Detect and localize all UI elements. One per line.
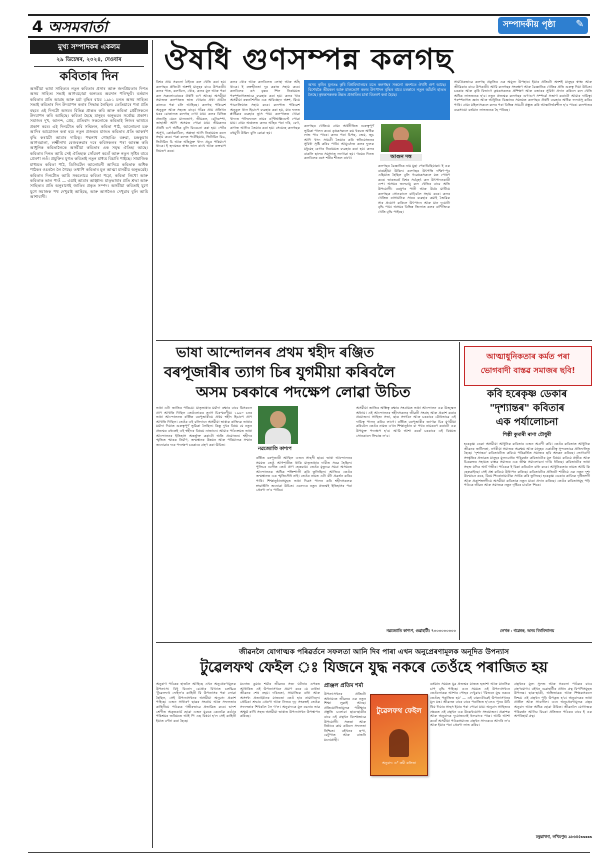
lead-col-3: কলগছৰ খেতিয়ে গ্ৰাম্য অৰ্থনীতিত গুৰুত্বপূৰ্ণ ভূমিকা পালন কৰে। কৃষকসকলে কম খৰচত অধিক লাভ পাব পাৰে। কলৰ পৰা চিপছ, জেম, জুচ আদি খাদ্য সামগ্ৰী তৈয়াৰ কৰি স্বনিয়োজনৰ সুবিধা সৃষ্টি কৰিব পাৰি। আয়ুৰ্বেদত কলৰ ফুলক মধুমেহ ৰোগৰ নিৰাময়ত ব্যৱহাৰ কৰা হয়। কলৰ বাকলি ছালৰ সমস্যাত লগোৱা হয়। গৰমৰ দিনত কলডিলৰ ৰসে শৰীৰ শীতল ৰাখে। xyxy=(304,124,376,161)
header-top-rule xyxy=(28,14,590,16)
editorial-column xyxy=(30,40,148,848)
article3-body: হৰেকৃষ্ণ ডেকা অসমীয়া আধুনিক কবিতাৰ এজন অগ্ৰণী কবি। তেওঁৰ কবিতাত আধুনিক জীৱনৰ জটিলতা, নগৰীয়া সমাজৰ অৱক্ষয় আৰু মানুহৰ একাকীত্ব সুন্দৰভাৱে প্ৰতিফলিত হৈছে। 'দৃশ্যান্তৰ' কবিতাটোত কবিয়ে পৰিৱৰ্তিত সমাজৰ ছবি অংকন কৰিছে। ভোগবাদী সংস্কৃতিৰ প্ৰভাৱত মানুহৰ মূল্যবোধৰ পৰিৱৰ্তন কবিতাটোৰ মূল বিষয়। কবিয়ে প্ৰতীক আৰু চিত্ৰকল্পৰ সহায়ত বাস্তৱ সমাজৰ এক তীক্ষ্ণ সমালোচনা দাঙি ধৰিছে। কবিতাটোৰ ভাষা সহজ যদিও অৰ্থ গভীৰ। পাঠকক ই চিন্তা কৰিবলৈ বাধ্য কৰে। আধুনিকতাৰ নামত আমি কি হেৰুৱাইছো সেই প্ৰশ্ন কবিয়ে উত্থাপন কৰিছে। কবিতাটোৰ প্ৰতিটো শাৰীয়ে এক নতুন দৃশ্য উন্মোচন কৰে, যিয়ে শিৰোনামটোক সাৰ্থক কৰি তুলিছে। হৰেকৃষ্ণ ডেকাৰ কাব্যিক দৃষ্টিভংগী আৰু প্ৰকাশভংগীয়ে অসমীয়া কবিতাক নতুন মাত্ৰা প্ৰদান কৰিছে। তেওঁৰ কবিতাসমূহ পঢ়ি পাঠকে জীৱন আৰু সমাজক নতুন দৃষ্টিৰে চাবলৈ শিকে। xyxy=(464,442,592,488)
page-number: 4 xyxy=(32,17,44,36)
article3-headline: "দৃশ্যান্তৰ" কবিতাৰ xyxy=(489,403,565,414)
article4-byline: প্ৰাঞ্জল প্ৰতিম শৰ্মা xyxy=(324,683,364,689)
red-box-line-1: আত্মাধুনিকতাৰ কৰ্মত পৰা xyxy=(486,352,570,361)
article3-byline: শিল্পী কুমাৰী ৰাণা চৌধুৰী xyxy=(502,432,552,438)
lead-article xyxy=(156,40,592,340)
article4-col-3b xyxy=(370,778,426,848)
article2-divider xyxy=(459,342,460,640)
lead-bottom-rule xyxy=(156,340,592,341)
section-label-box xyxy=(498,17,588,34)
article2-kicker: ভাষা আন্দোলনৰ প্ৰথম শ্বহীদ ৰঞ্জিত xyxy=(176,345,375,361)
editorial-body: অসমীয়া ভাষা সাহিত্যৰ নতুন কবিতাৰ প্ৰসাৰ আৰু জনপ্ৰিয়তাৰ দিশত অসম সাহিত্য সভাই আগবঢ়োৱা অন্যতম অৱদান পৰিস্ফুট। বৰ্তমান কবিতাৰ প্ৰতি আগ্ৰহ আৰু চৰ্চা বৃদ্ধিৰ বাবে ১৯৮১ চনত অসম সাহিত্য সভাই কবিতাৰ দিন উদযাপন কৰাৰ সিদ্ধান্ত লৈছিল। তেতিয়াৰে পৰা প্ৰতি বছৰে এই দিনটো অসমৰ বিভিন্ন প্ৰান্তত কবি আৰু কবিতা প্ৰেমীসকলে উদযাপন কৰি আহিছে। কবিতা হৈছে মানুহৰ অনুভৱৰ সৰ্বোচ্চ প্ৰকাশ। সমাজৰ দুখ, আনন্দ, প্ৰেম, প্ৰতিবাদ সকলোকে কবিতাই নিজৰ ভাষাৰে প্ৰকাশ কৰে। এই দিনটোত কবি সন্মিলন, কবিতা পাঠ, আলোচনা চক্ৰ আদিৰ আয়োজন কৰা হয়। নতুন প্ৰজন্মৰ মাজত কবিতাৰ প্ৰতি আকৰ্ষণ বৃদ্ধি কৰাটো আমাৰ দায়িত্ব। পদ্মনাথ গোহাঞি বৰুৱা, চন্দ্ৰকুমাৰ আগৰৱালা, লক্ষ্মীনাথ বেজবৰুৱাৰ দৰে কবিসকলৰ পৰা আৰম্ভ কৰি আধুনিক কবিতালৈকে অসমীয়া কবিতাৰ এক সমৃদ্ধ ঐতিহ্য আছে। কবিতাৰ দিনত আমি সেই ঐতিহ্যক সোঁৱৰণ কৰোঁ আৰু নতুন সৃষ্টিৰ বাবে প্ৰেৰণা লওঁ। প্ৰযুক্তিৰ যুগত কবিতাই নতুন মাধ্যম বিচাৰি পাইছে। সামাজিক মাধ্যমত কবিতা পাঠ, ডিজিটেল আলোচনী আদিয়ে কবিতাক অধিক পাঠকৰ ওচৰলৈ লৈ গৈছে। তথাপি কবিতাৰ মূল আত্মা মানৱীয় অনুভৱেই। কবিতাৰ দিনটোত আমি সকলোৱে কবিতা পঢ়ো, কবিতা লিখো আৰু কবিতাক ভাল পাওঁ — এয়াই আমাৰ আহ্বান। মাতৃভাষাৰ প্ৰতি শ্ৰদ্ধা আৰু সাহিত্যৰ প্ৰতি অনুৰাগেই জাতিৰ প্ৰকৃত সম্পদ। অসমীয়া কবিতাই যুগে যুগে সমাজক পথ দেখুৱাই আহিছে, আৰু আগলৈও দেখুৱাব বুলি আমি আশাবাদী। xyxy=(30,86,150,200)
book-cover-image xyxy=(370,694,428,776)
article3-signature: লেখক : গৱেষক, অসম বিশ্ববিদ্যালয় xyxy=(499,628,555,633)
lead-highlight-box xyxy=(304,80,450,120)
article4-col-2: মনোজ কুমাৰ শৰ্মাৰ জীৱনৰ সত্য ঘটনাৰ ওপৰত আধাৰিত এই উপন্যাসখনে প্ৰমাণ কৰে যে ব্যৰ্থতা জীৱনৰ শেষ নহয়। দৰিদ্ৰতা, সামাজিক বাধা আৰু অসংখ্য প্ৰত্যাহ্বানৰ মাজতো তেওঁ হাৰ নামানিলে। প্ৰেমিকা শ্ৰদ্ধাৰ প্ৰেৰণা আৰু নিজৰ দৃঢ় সংকল্পই তেওঁক সফলতাৰ শিখৰলৈ লৈ গ'ল। অনুবাদকে মূল ৰচনাৰ ভাৱ অক্ষুণ্ণ ৰাখি সহজ অসমীয়া ভাষাত উপন্যাসখন উপস্থাপন কৰিছে। xyxy=(240,682,322,719)
lead-col-2: কলৰ থোৰ আৰু কলডিলত লোহা আৰু আঁহ থাকে। ই ৰক্তহীনতা দূৰ কৰাত সহায় কৰে। কলডিলৰ ৰস বৃক্কৰ শিল নিৰাময়ত পৰম্পৰাগতভাৱে ব্যৱহাৰ কৰা হয়। কলৰ খাৰ অসমীয়া ৰন্ধনশৈলীৰ এক অবিচ্ছেদ্য অংশ, যিয়ে পাচনক্ৰিয়াত সহায় কৰে। কলপাত পৰিৱেশ অনুকূল থাল হিচাপে ব্যৱহাৰ কৰা হয়, যাৰ ফলত প্লাষ্টিকৰ ব্যৱহাৰ হ্ৰাস পায়। কলপাতত খোৱা খাদ্যত পলিফেনল নামৰ এণ্টিঅক্সিডেণ্ট পোৱা যায়। গ্ৰাম্য অঞ্চলত কলৰ আঁহৰ পৰা দৰি, বেগ, কাগজ আদিও তৈয়াৰ কৰা হয়। সেয়েহে কলগছক বহুমুখী উদ্ভিদ বুলি কোৱা হয়। xyxy=(230,80,302,135)
brand-logo: অসমবাৰ্তা xyxy=(48,18,108,36)
article2-headline-1: বৰপূজাৰীৰ ত্যাগ চিৰ যুগমীয়া কৰিবলৈ xyxy=(164,363,395,381)
article4-col-3: উপন্যাসখনৰ প্ৰতিটো অধ্যায়তে জীৱনৰ এক নতুন শিক্ষা লুকাই আছে। প্ৰতিযোগিতামূলক পৰীক্ষাৰ প্ৰস্তুতি চলোৱা ছাত্ৰ-ছাত্ৰীৰ বাবে এই গ্ৰন্থখন বিশেষভাৱে উপযোগী। সততা আৰু নিষ্ঠাৰে কাম কৰিলে সফলতা নিশ্চিত। বইখনৰ ছপা, বেটুপাত আৰু বান্ধনি মনোগ্ৰাহী। xyxy=(324,692,368,742)
page-header xyxy=(28,14,590,38)
author-name: আগুন দত্ত xyxy=(380,154,422,161)
book-cover-title: টুৱেলফথ ফেইল xyxy=(376,707,422,715)
article4-kicker: জীৱনলৈ যোগাত্মক পৰিৱৰ্তনে সফলতা আনি দিব পাৰা এখন অনুপ্ৰেৰণামূলক অনূদিত উপন্যাস xyxy=(238,647,510,656)
red-box-line-2: ভোগবাদী বাস্তৱ সমাজৰ ছবি! xyxy=(480,366,576,375)
lead-headline: ঔষধি গুণসম্পন্ন কলগছ xyxy=(164,42,454,76)
book-review-article xyxy=(156,644,592,852)
lead-col-1: বিশ্বৰ প্ৰায় সকলো ঠাইতে কল খেতি কৰা হয়। কলগছৰ প্ৰতিটো অংশই মানুহৰ বাবে উপকাৰী। কলৰ পাত, কলডিল, থোৰ, কলৰ মূল আৰু পকা কল সকলোবোৰৰে ঔষধি গুণ আছে। অসমীয়া সমাজত কলপাতত ভাত খোৱাৰ প্ৰথা প্ৰাচীন কালৰে পৰা চলি আহিছে। কলগছ পৰিৱেশ অনুকূল আৰু সহজে বাঢ়ে। গাঁৱৰ প্ৰায় প্ৰতিখন ঘৰৰ চোতালত কলগছ দেখা যায়। কলৰ বিভিন্ন প্ৰজাতি যেনে মালভোগ, ভীমকল, চেনিচম্পা, জাহাজী আদি অসমত পোৱা যায়। ভীমকলৰ ঔষধি গুণ অধিক বুলি বিবেচনা কৰা হয়। পেটৰ অসুখ, কোষ্ঠকাঠিন্য, অম্লতা আদি নিৰাময়ত কলে সহায় কৰে। পকা কলত পটেছিয়াম, ভিটামিন বি৬, ভিটামিন চি আৰু আঁহযুক্ত খাদ্য প্ৰচুৰ পৰিমাণে থাকে। ই হৃদযন্ত্ৰৰ স্বাস্থ্য ভাল ৰাখে আৰু ৰক্তচাপ নিয়ন্ত্ৰণ কৰে। xyxy=(156,80,228,153)
lead-col-4: কলগছৰ বৈজ্ঞানিক নাম মুছা পেৰাডিছিয়াকা। ই এক বাৰমহীয়া উদ্ভিদ। কলগছৰ উৎপত্তি দক্ষিণ-পূব এছিয়াত হৈছিল বুলি গৱেষকসকলে মত পোষণ কৰে। ভাৰতবৰ্ষ বিশ্বৰ সৰ্ববৃহৎ কল উৎপাদনকাৰী দেশ। অসমৰ জলবায়ু কল খেতিৰ বাবে অতি উপযোগী। বৰষুণৰ পানী আৰু উৰ্বৰ মাটিয়ে কলগছক সোনকালে বাঢ়িবলৈ সহায় কৰে। কলৰ খেতিত ৰাসায়নিক সাৰৰ ব্যৱহাৰ কমাই জৈৱিক সাৰ প্ৰয়োগ কৰিলে উৎপাদন আৰু মান দুয়োটা বৃদ্ধি পায়। অসমৰ বিভিন্ন জিলাত কলৰ বাণিজ্যিক খেতি বৃদ্ধি পাইছে। xyxy=(378,164,452,214)
article2-col-1: ভাষা এটা জাতিৰ পৰিচয়। মাতৃভাষাৰ মৰ্যাদা ৰক্ষাৰ বাবে যিসকলে প্ৰাণ আহুতি দিছিল তেওঁলোকৰ ত্যাগ চিৰস্মৰণীয়। ১৯৬০ চনৰ ভাষা আন্দোলনত ৰঞ্জিত বৰপূজাৰীয়ে প্ৰথম শ্বহীদ হিচাপে প্ৰাণ আহুতি দিছিল। তেওঁৰ এই বলিদানে অসমীয়া ভাষাক ৰাজ্যিক ভাষাৰ মৰ্যাদা দিয়াত গুৰুত্বপূৰ্ণ ভূমিকা লৈছিল। কিন্তু দুখৰ বিষয় যে নতুন প্ৰজন্মৰ বহুতেই এই শ্বহীদৰ বিষয়ে নাজানে। আমাৰ পাঠ্যক্ৰমত ভাষা আন্দোলনৰ ইতিহাস অন্তৰ্ভুক্ত কৰাটো অতি প্ৰয়োজন। শ্বহীদৰ স্মৃতিত স্মাৰক নিৰ্মাণ, জন্মস্থানৰ উন্নয়ন আৰু পৰিয়ালক সন্মান জনোৱাৰ দৰে পদক্ষেপ চৰকাৰে গ্ৰহণ কৰা উচিত। xyxy=(156,406,254,447)
editorial-date: ২৯ ডিচেম্বৰ, ২০২৪, দেওবাৰ xyxy=(56,57,122,63)
article3-headline-2: এক পৰ্যালোচনা xyxy=(495,417,559,428)
article2-author-name: নৱজ্যোতি কাশ্যপ xyxy=(258,446,292,452)
article2-col-2: ৰঞ্জিত বৰপূজাৰী আছিল এজন সাহসী ছাত্ৰ। ভাষা আন্দোলনৰ সময়ত তেওঁ আগশাৰীত থাকি মাতৃভাষাৰ দাবীত সৰৱ হৈছিল। পুলিচৰ গুলীত তেওঁ প্ৰাণ হেৰুৱায়। তেওঁৰ মৃত্যুৱে সমগ্ৰ অসমতে আন্দোলনক অধিক শক্তিশালী কৰি তুলিছিল। আজিও তেওঁৰ জন্মস্থানত এক স্মৃতিসৌধ নাই। তেওঁৰ নামত এটা বঁটা প্ৰৱৰ্তন কৰিব পাৰি। শিক্ষানুষ্ঠানসমূহত ভাষা দিৱস পালন কৰি শ্বহীদসকলক শ্ৰদ্ধাঞ্জলি জনোৱা উচিত। এনেদৰে নতুন প্ৰজন্মই ইতিহাসৰ পৰা প্ৰেৰণা ল'ব পাৰিব। xyxy=(256,456,354,493)
article2-author-photo xyxy=(258,406,298,444)
section-label: সম্পাদকীয় পৃষ্ঠা xyxy=(503,20,556,30)
editorial-heading: মুখ্য সম্পাদকৰ একলম xyxy=(30,40,148,54)
book-cover-subtitle: অনুবাদ: ড° ৰুমী কলিতা xyxy=(381,761,417,765)
poetry-review-article xyxy=(464,388,590,640)
language-movement-article xyxy=(156,342,456,640)
editorial-divider xyxy=(152,40,153,848)
page-bottom-rule xyxy=(28,852,590,853)
article4-headline: টুৱেলফথ ফেইল ঃ যিজনে যুদ্ধ নকৰে তেওঁহে পৰাজিত হয় xyxy=(200,660,548,676)
date-rule xyxy=(34,66,144,67)
article4-signature: ঢকুৱাখনা, লখিমপুৰ। ৯৮৬৪৫xxxxx xyxy=(535,834,592,839)
article2-col-3: অসমীয়া জাতিৰ অস্তিত্ব ৰক্ষাৰ সংগ্ৰামত ভাষা আন্দোলন এক উজ্জ্বল অধ্যায়। এই আন্দোলনৰ শ্বহীদসকলৰ জীৱনী সংগ্ৰহ আৰু প্ৰকাশ কৰাৰ প্ৰয়োজন। সাহিত্য সভা, ছাত্ৰ সংগঠন আৰু চৰকাৰে যৌথভাৱে এই দায়িত্ব পালন কৰিব লাগে। ৰঞ্জিত বৰপূজাৰীৰ ত্যাগক চিৰ যুগমীয়া কৰিবলৈ তেওঁৰ নামত এখন শিক্ষানুষ্ঠান বা পথৰ নামকৰণ কৰাটো এক উপযুক্ত পদক্ষেপ হ'ব। আমি আশা কৰোঁ চৰকাৰে এই বিষয়ত সোনকালে সিদ্ধান্ত ল'ব। xyxy=(356,406,458,438)
header-bottom-rule xyxy=(28,36,590,38)
lead-col-5: সামগ্ৰিকভাৱে কলগছ প্ৰকৃতিৰ এক অমূল্য উপহাৰ। ইয়াৰ প্ৰতিটো অংশই মানুহৰ স্বাস্থ্য আৰু জীৱিকাৰ বাবে উপকাৰী। আমি কলগছৰ সংৰক্ষণ আৰু বৈজ্ঞানিক খেতিৰ প্ৰতি গুৰুত্ব দিয়া উচিত। চৰকাৰ আৰু কৃষি বিভাগে কৃষকসকলক প্ৰশিক্ষণ আৰু বজাৰৰ সুবিধা প্ৰদান কৰিলে কল খেতি অধিক লাভজনক হ'ব। নতুন প্ৰজন্মক কলগছৰ গুণাগুণ সম্পৰ্কে সজাগ কৰাটো আমাৰ দায়িত্ব। পৰম্পৰাগত জ্ঞান আৰু আধুনিক বিজ্ঞানৰ সমন্বয়ত কলগছৰ ঔষধি ব্যৱহাৰ অধিক ফলপ্ৰসূ কৰিব পাৰি। গ্ৰাম্য মহিলাসকলে কলৰ পৰা বিভিন্ন সামগ্ৰী প্ৰস্তুত কৰি আত্মনিৰ্ভৰশীল হ'ব পাৰে। কলপাতৰ ব্যৱসায়ো বৰ্তমান লাভজনক হৈ পৰিছে। xyxy=(454,80,594,112)
article4-col-4: বৰ্তমান সময়ত যুৱ প্ৰজন্মৰ মাজত হতাশা আৰু মানসিক চাপ বৃদ্ধি পাইছে। এনে সময়ত এই উপন্যাসখনে তেওঁলোকক আশাৰ পোহৰ দেখুৱাব। 'যিজনে যুদ্ধ নকৰে তেওঁহে পৰাজিত হয়' — এই বাক্যটোৱেই উপন্যাসখনৰ মূল মন্ত্ৰ। জীৱনত বাৰে বাৰে পৰাজিত হ'লেও পুনৰ উঠি থিয় দিয়াৰ সাহস ইয়াৰ পৰা পোৱা যায়। অনুবাদ সাহিত্যৰ ক্ষেত্ৰত এই গ্ৰন্থখন এক উল্লেখযোগ্য সংযোজন। প্ৰকাশক আৰু অনুবাদক দুয়োজনেই ধন্যবাদৰ পাত্ৰ। আমি আশা কৰোঁ অসমীয়া পাঠকসমাজে গ্ৰন্থখন সাদৰেৰে আদৰি ল'ব আৰু ইয়াৰ পৰা প্ৰেৰণা লাভ কৰিব। xyxy=(430,682,512,728)
book-cover-figure xyxy=(389,729,409,757)
article4-col-5: গ্ৰন্থখনৰ মূল্য সুলভ আৰু সকলো পাঠকৰ বাবে গ্ৰহণযোগ্য। বইখন গুৱাহাটীৰ প্ৰধান গ্ৰন্থ বিপণিসমূহত উপলব্ধ। ছাত্ৰ-ছাত্ৰী, অভিভাৱক আৰু শিক্ষকসকলে নিশ্চয় এই গ্ৰন্থখন পঢ়ি উপকৃত হ'ব। অনুবাদকৰ ভাষা প্ৰাঞ্জল আৰু সাবলীল। এনে অনুপ্ৰেৰণামূলক গ্ৰন্থৰ অনুবাদ আৰু অধিক হোৱা উচিত। জীৱনলৈ যোগাত্মক পৰিৱৰ্তন আনিব বিচৰা প্ৰতিজন পাঠকৰ বাবে ই এক অপৰিহাৰ্য গ্ৰন্থ। xyxy=(514,682,594,719)
article3-kicker: কবি হৰেকৃষ্ণ ডেকাৰ xyxy=(487,389,567,400)
article4-col-1: অনুৰাগ পাঠকৰ হাতলৈ আহিছে এখন অনুপ্ৰেৰণামূলক উপন্যাস। বিধু বিনোদ চোপ্ৰাৰ বিখ্যাত চলচ্চিত্ৰ 'টুৱেলফথ ফেইল'ৰ কাহিনী যি উপন্যাসৰ পৰা লোৱা হৈছিল, সেই উপন্যাসখনৰ অসমীয়া অনুবাদ প্ৰকাশ পাইছে। এজন সাধাৰণ ছাত্ৰৰ সংগ্ৰাম আৰু সফলতাৰ কাহিনীয়ে পাঠকক গভীৰভাৱে প্ৰভাৱিত কৰে। দ্বাদশ শ্ৰেণীত অকৃতকাৰ্য হোৱা এজন যুৱকে কেনেকৈ কঠোৰ পৰিশ্ৰমৰ জৰিয়তে আই পি এছ বিষয়া হ'ল সেই কাহিনী ইয়াত বৰ্ণনা কৰা হৈছে। xyxy=(156,682,238,723)
article2-headline-2: অসম চৰকাৰে পদক্ষেপ লোৱা উচিত xyxy=(196,383,411,401)
author-photo xyxy=(381,124,421,152)
article2-signature: নৱজ্যোতি কাশ্যপ, গুৱাহাটী। ৭০০০০০০০০০ xyxy=(386,628,456,633)
editorial-title: কবিতাৰ দিন xyxy=(59,69,119,83)
lead-highlight-text: অসম কৃষিৰ মূলতঃ কৃষি বিশ্ববিদ্যালয়ৰ মতে কলগছৰ সকলো অংশতে ঔষধি গুণ আছে। বিশেষকৈ ভীমকল আৰু মালভোগ কলৰ উৎপাদন বৃদ্ধিৰ বাবে চৰকাৰে নতুন আঁচনি হাতত লৈছে। কৃষকসকলক উন্নত প্ৰজাতিৰ চাৰা বিতৰণ কৰা হৈছে। xyxy=(308,82,448,97)
article4-top-rule xyxy=(156,642,592,643)
pen-icon: ✎ xyxy=(575,19,584,30)
red-headline-box xyxy=(464,346,592,386)
